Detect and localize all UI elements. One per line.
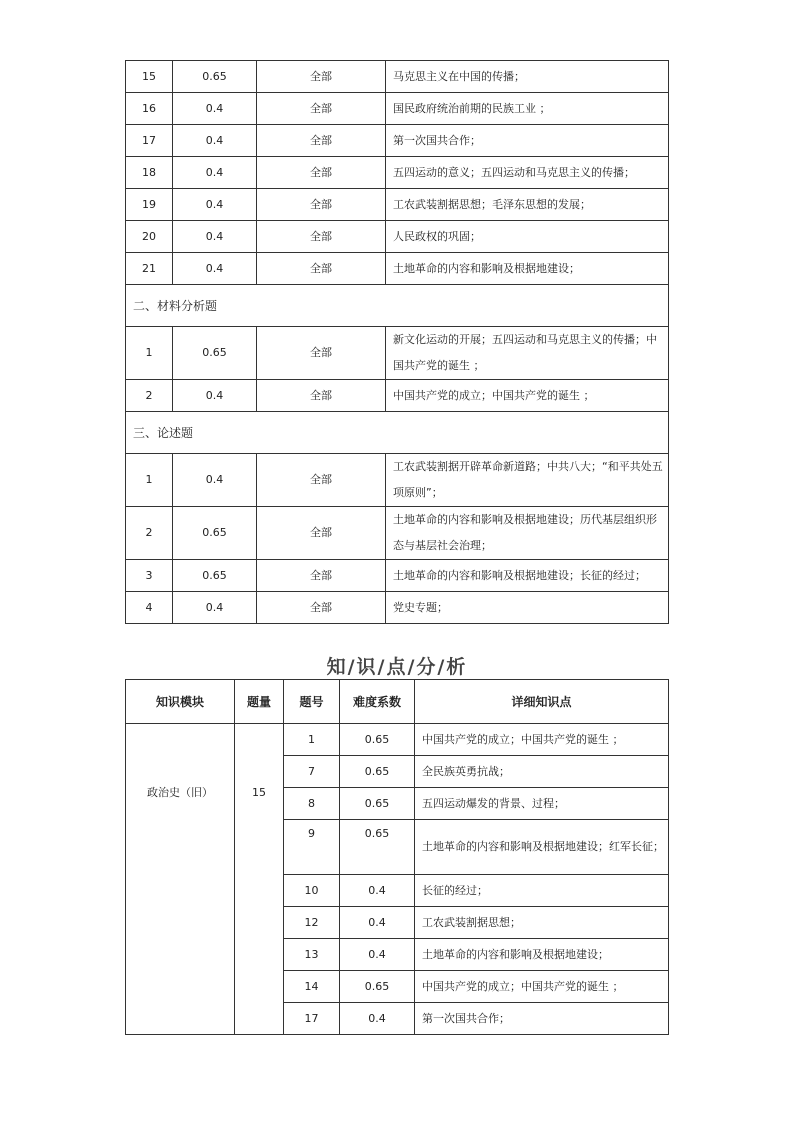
table-row	[126, 189, 669, 221]
difficulty-coefficient: 0.65	[340, 788, 415, 820]
difficulty-coefficient: 0.65	[173, 507, 257, 560]
difficulty-coefficient: 0.65	[340, 724, 415, 756]
question-number: 19	[126, 189, 173, 221]
section-heading-material-analysis: 二、材料分析题	[126, 285, 669, 327]
question-table	[125, 60, 669, 624]
scope: 全部	[257, 93, 386, 125]
column-header-number: 题号	[284, 680, 340, 724]
difficulty-coefficient: 0.65	[340, 971, 415, 1003]
knowledge-detail: 第一次国共合作；	[415, 1003, 669, 1035]
table-row	[126, 454, 669, 507]
question-number: 13	[284, 939, 340, 971]
question-number: 2	[126, 380, 173, 412]
question-number: 9	[284, 820, 340, 875]
scope: 全部	[257, 327, 386, 380]
scope: 全部	[257, 454, 386, 507]
question-number: 7	[284, 756, 340, 788]
difficulty-coefficient: 0.4	[340, 875, 415, 907]
difficulty-coefficient: 0.65	[173, 327, 257, 380]
difficulty-coefficient: 0.4	[173, 93, 257, 125]
question-number: 1	[126, 327, 173, 380]
table-row	[126, 380, 669, 412]
difficulty-coefficient: 0.4	[173, 157, 257, 189]
question-number: 1	[284, 724, 340, 756]
knowledge-detail: 中国共产党的成立；中国共产党的诞生 ；	[415, 971, 669, 1003]
knowledge-detail: 五四运动爆发的背景、过程；	[415, 788, 669, 820]
section-row	[126, 412, 669, 454]
knowledge-detail: 土地革命的内容和影响及根据地建设；红军长征；	[415, 820, 669, 875]
difficulty-coefficient: 0.4	[340, 939, 415, 971]
difficulty-coefficient: 0.4	[173, 125, 257, 157]
knowledge-point: 党史专题；	[386, 592, 669, 624]
scope: 全部	[257, 253, 386, 285]
scope: 全部	[257, 592, 386, 624]
question-number: 16	[126, 93, 173, 125]
table-row	[126, 724, 669, 756]
difficulty-coefficient: 0.4	[173, 380, 257, 412]
knowledge-detail: 工农武装割据思想；	[415, 907, 669, 939]
knowledge-analysis-table	[125, 679, 669, 1035]
question-number: 14	[284, 971, 340, 1003]
knowledge-point: 第一次国共合作；	[386, 125, 669, 157]
question-number: 2	[126, 507, 173, 560]
table-row	[126, 61, 669, 93]
question-number: 18	[126, 157, 173, 189]
knowledge-detail: 长征的经过；	[415, 875, 669, 907]
difficulty-coefficient: 0.4	[340, 907, 415, 939]
difficulty-coefficient: 0.4	[173, 221, 257, 253]
table-row	[126, 125, 669, 157]
question-number: 4	[126, 592, 173, 624]
question-number: 20	[126, 221, 173, 253]
column-header-module: 知识模块	[126, 680, 235, 724]
question-number: 1	[126, 454, 173, 507]
knowledge-point: 马克思主义在中国的传播；	[386, 61, 669, 93]
scope: 全部	[257, 560, 386, 592]
difficulty-coefficient: 0.65	[340, 756, 415, 788]
question-number: 3	[126, 560, 173, 592]
knowledge-point: 工农武装割据开辟革命新道路；中共八大；“和平共处五项原则”；	[386, 454, 669, 507]
difficulty-coefficient: 0.65	[340, 820, 415, 875]
header-row	[126, 680, 669, 724]
count-cell: 15	[235, 724, 284, 1035]
section-heading-essay: 三、论述题	[126, 412, 669, 454]
difficulty-coefficient: 0.4	[173, 189, 257, 221]
knowledge-point: 新文化运动的开展；五四运动和马克思主义的传播；中国共产党的诞生 ；	[386, 327, 669, 380]
table-row	[126, 507, 669, 560]
question-number: 10	[284, 875, 340, 907]
column-header-detail: 详细知识点	[415, 680, 669, 724]
difficulty-coefficient: 0.65	[173, 61, 257, 93]
scope: 全部	[257, 189, 386, 221]
column-header-count: 题量	[235, 680, 284, 724]
knowledge-point: 国民政府统治前期的民族工业 ；	[386, 93, 669, 125]
difficulty-coefficient: 0.4	[173, 454, 257, 507]
knowledge-point: 工农武装割据思想；毛泽东思想的发展；	[386, 189, 669, 221]
scope: 全部	[257, 380, 386, 412]
section-row	[126, 285, 669, 327]
table-row	[126, 253, 669, 285]
scope: 全部	[257, 61, 386, 93]
difficulty-coefficient: 0.4	[173, 592, 257, 624]
knowledge-point: 土地革命的内容和影响及根据地建设；长征的经过；	[386, 560, 669, 592]
table-row	[126, 560, 669, 592]
knowledge-point: 中国共产党的成立；中国共产党的诞生 ；	[386, 380, 669, 412]
module-cell: 政治史（旧）	[126, 724, 235, 1035]
difficulty-coefficient: 0.4	[173, 253, 257, 285]
table-row	[126, 157, 669, 189]
table-row	[126, 592, 669, 624]
table-row	[126, 93, 669, 125]
scope: 全部	[257, 157, 386, 189]
question-number: 8	[284, 788, 340, 820]
difficulty-coefficient: 0.65	[173, 560, 257, 592]
table-row	[126, 327, 669, 380]
scope: 全部	[257, 221, 386, 253]
question-number: 15	[126, 61, 173, 93]
section-title: 知/识/点/分/析	[326, 656, 468, 678]
knowledge-point: 土地革命的内容和影响及根据地建设；历代基层组织形态与基层社会治理；	[386, 507, 669, 560]
question-number: 12	[284, 907, 340, 939]
question-number: 17	[126, 125, 173, 157]
knowledge-point: 五四运动的意义；五四运动和马克思主义的传播；	[386, 157, 669, 189]
column-header-coefficient: 难度系数	[340, 680, 415, 724]
difficulty-coefficient: 0.4	[340, 1003, 415, 1035]
knowledge-point: 人民政权的巩固；	[386, 221, 669, 253]
question-number: 21	[126, 253, 173, 285]
knowledge-detail: 土地革命的内容和影响及根据地建设；	[415, 939, 669, 971]
question-number: 17	[284, 1003, 340, 1035]
knowledge-detail: 中国共产党的成立；中国共产党的诞生 ；	[415, 724, 669, 756]
scope: 全部	[257, 507, 386, 560]
table-row	[126, 221, 669, 253]
scope: 全部	[257, 125, 386, 157]
knowledge-point: 土地革命的内容和影响及根据地建设；	[386, 253, 669, 285]
knowledge-detail: 全民族英勇抗战；	[415, 756, 669, 788]
